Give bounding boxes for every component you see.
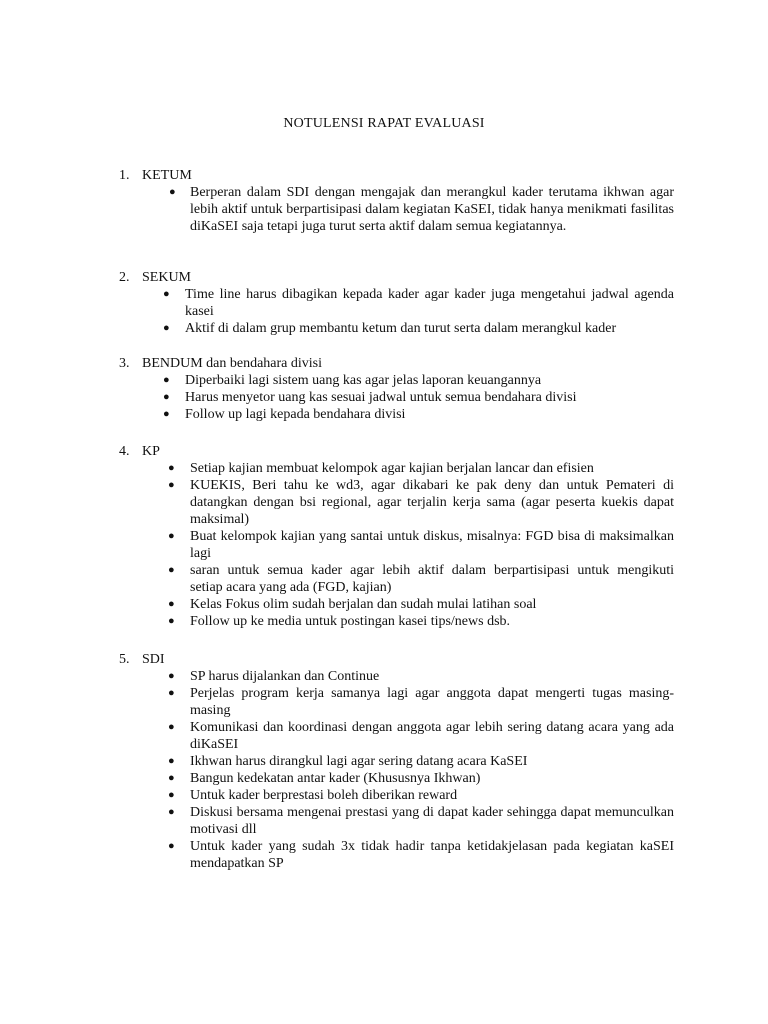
bullet-list — [119, 372, 679, 423]
list-item-text: Ikhwan harus dirangkul lagi agar sering datang acara KaSEI — [190, 754, 528, 769]
list-item — [168, 460, 674, 477]
list-item — [169, 184, 674, 235]
list-item — [168, 562, 702, 596]
list-item-text: Diskusi bersama mengenai prestasi yang di dapat kader sehingga dapat memunculkan motivasi dll — [190, 805, 674, 837]
list-item — [168, 528, 674, 562]
section-title: KP — [142, 444, 160, 459]
section-sdi — [119, 651, 679, 872]
bullet-icon: ● — [163, 408, 170, 420]
list-item — [168, 787, 674, 804]
list-item — [168, 753, 674, 770]
list-item-text: Buat kelompok kajian yang santai untuk diskus, misalnya: FGD bisa di maksimalkan lagi — [190, 529, 674, 561]
section-number: 3. — [119, 356, 130, 371]
section-title: SEKUM — [142, 270, 192, 285]
list-item-text: SP harus dijalankan dan Continue — [190, 669, 380, 684]
list-item — [168, 477, 674, 528]
section-heading — [119, 355, 679, 372]
section-heading — [119, 167, 679, 184]
list-item — [163, 320, 674, 337]
list-item-text: KUEKIS, Beri tahu ke wd3, agar dikabari ke pak deny dan untuk Pemateri di datangkan dengan bsi regional, agar terjalin kerja sama (agar peserta kuekis dapat maksimal) — [190, 478, 674, 527]
section-number: 2. — [119, 270, 130, 285]
bullet-icon: ● — [168, 462, 175, 474]
list-item-text: Komunikasi dan koordinasi dengan anggota agar lebih sering datang acara yang ada diKaSEI — [190, 720, 674, 752]
bullet-list — [119, 668, 679, 872]
bullet-icon: ● — [168, 840, 175, 852]
section-number: 4. — [119, 444, 130, 459]
bullet-icon: ● — [168, 615, 175, 627]
list-item-text: Berperan dalam SDI dengan mengajak dan merangkul kader terutama ikhwan agar lebih aktif untuk berpartisipasi dalam kegiatan KaSEI, tidak hanya menikmati fasilitas diKaSEI saja tetapi juga turut serta aktif dalam semua kegiatannya. — [190, 185, 674, 234]
list-item-text: Perjelas program kerja samanya lagi agar anggota dapat mengerti tugas masing-masing — [190, 686, 674, 718]
section-number: 1. — [119, 168, 130, 183]
bullet-icon: ● — [168, 755, 175, 767]
bullet-icon: ● — [163, 391, 170, 403]
section-title: BENDUM dan bendahara divisi — [142, 356, 323, 371]
section-heading — [119, 443, 679, 460]
bullet-icon: ● — [168, 598, 175, 610]
bullet-list — [119, 184, 679, 235]
list-item-text: Diperbaiki lagi sistem uang kas agar jelas laporan keuangannya — [185, 373, 542, 388]
list-item-text: Harus menyetor uang kas sesuai jadwal untuk semua bendahara divisi — [185, 390, 577, 405]
section-sekum — [119, 269, 679, 337]
bullet-icon: ● — [163, 322, 170, 334]
document-title: NOTULENSI RAPAT EVALUASI — [283, 116, 485, 131]
section-ketum — [119, 167, 679, 235]
list-item — [168, 838, 674, 872]
bullet-icon: ● — [168, 687, 175, 699]
list-item-text: Time line harus dibagikan kepada kader agar kader juga mengetahui jadwal agenda kasei — [185, 287, 674, 319]
list-item — [163, 406, 674, 423]
bullet-icon: ● — [168, 721, 175, 733]
list-item-text: Untuk kader yang sudah 3x tidak hadir tanpa ketidakjelasan pada kegiatan kaSEI mendapatkan SP — [190, 839, 674, 871]
section-number: 5. — [119, 652, 130, 667]
section-title: SDI — [142, 652, 165, 667]
list-item-text: Follow up lagi kepada bendahara divisi — [185, 407, 406, 422]
bullet-icon: ● — [168, 670, 175, 682]
bullet-list — [119, 286, 679, 337]
list-item — [168, 804, 674, 838]
list-item — [168, 668, 674, 685]
list-item-text: Kelas Fokus olim sudah berjalan dan sudah mulai latihan soal — [190, 597, 537, 612]
list-item-text: Setiap kajian membuat kelompok agar kajian berjalan lancar dan efisien — [190, 461, 594, 476]
section-heading — [119, 269, 679, 286]
list-item-text: Untuk kader berprestasi boleh diberikan reward — [190, 788, 458, 803]
section-heading — [119, 651, 679, 668]
section-title: KETUM — [142, 168, 192, 183]
bullet-list — [119, 460, 702, 630]
list-item — [168, 685, 674, 719]
bullet-icon: ● — [168, 806, 175, 818]
bullet-icon: ● — [168, 772, 175, 784]
list-item-text: saran untuk semua kader agar lebih aktif dalam berpartisipasi untuk mengikuti setiap acara yang ada (FGD, kajian) — [190, 563, 702, 595]
list-item — [163, 372, 674, 389]
list-item — [168, 770, 674, 787]
bullet-icon: ● — [163, 288, 170, 300]
bullet-icon: ● — [168, 564, 175, 576]
bullet-icon: ● — [168, 530, 175, 542]
section-kp — [119, 443, 702, 630]
list-item-text: Bangun kedekatan antar kader (Khususnya Ikhwan) — [190, 771, 481, 786]
bullet-icon: ● — [168, 479, 175, 491]
list-item-text: Aktif di dalam grup membantu ketum dan turut serta dalam merangkul kader — [185, 321, 617, 336]
bullet-icon: ● — [168, 789, 175, 801]
bullet-icon: ● — [163, 374, 170, 386]
list-item — [168, 613, 674, 630]
list-item — [163, 389, 674, 406]
list-item — [163, 286, 674, 320]
list-item-text: Follow up ke media untuk postingan kasei tips/news dsb. — [190, 614, 511, 629]
list-item — [168, 596, 674, 613]
list-item — [168, 719, 674, 753]
bullet-icon: ● — [169, 186, 176, 198]
section-bendum — [119, 355, 679, 423]
